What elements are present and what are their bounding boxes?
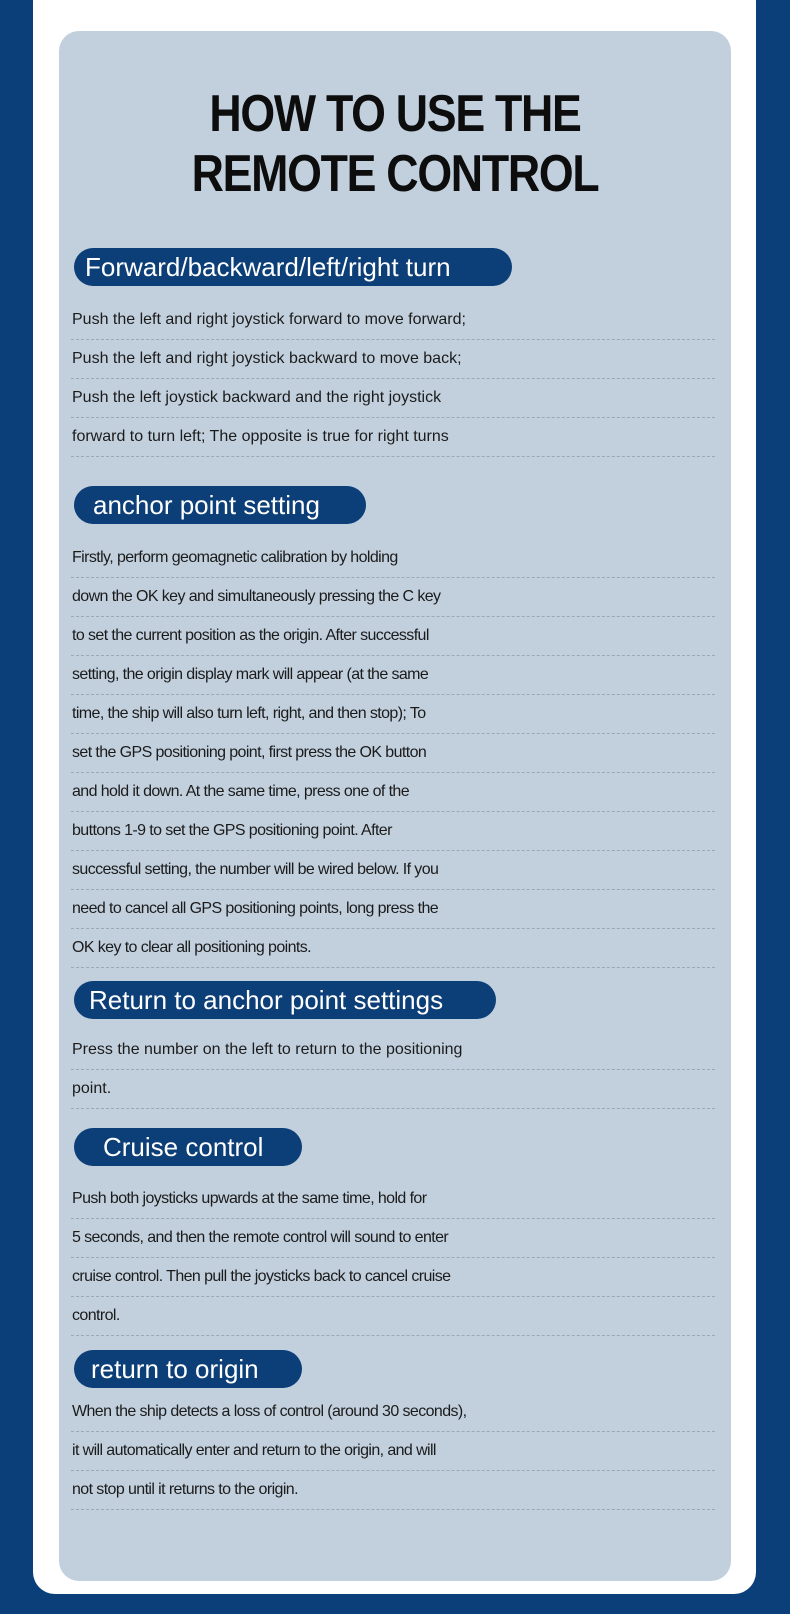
- text-line: forward to turn left; The opposite is true for right turns: [71, 418, 715, 457]
- section-body-movement: [71, 301, 715, 457]
- text-line: OK key to clear all positioning points.: [71, 929, 715, 968]
- page-title-line-2: REMOTE CONTROL: [191, 145, 599, 203]
- text-line: cruise control. Then pull the joysticks back to cancel cruise: [71, 1258, 715, 1297]
- text-line: not stop until it returns to the origin.: [71, 1471, 715, 1510]
- section-heading-return-anchor: Return to anchor point settings: [74, 981, 496, 1019]
- section-body-return-origin: [71, 1393, 715, 1510]
- section-heading-return-origin: return to origin: [74, 1350, 302, 1388]
- page-title-line-1: HOW TO USE THE: [209, 85, 581, 143]
- text-line: down the OK key and simultaneously pressing the C key: [71, 578, 715, 617]
- text-line: Push the left and right joystick backward to move back;: [71, 340, 715, 379]
- section-heading-anchor-point: anchor point setting: [74, 486, 366, 524]
- text-line: buttons 1-9 to set the GPS positioning point. After: [71, 812, 715, 851]
- text-line: Press the number on the left to return to the positioning: [71, 1031, 715, 1070]
- section-body-cruise-control: [71, 1180, 715, 1336]
- text-line: control.: [71, 1297, 715, 1336]
- text-line: and hold it down. At the same time, press one of the: [71, 773, 715, 812]
- text-line: to set the current position as the origin. After successful: [71, 617, 715, 656]
- text-line: set the GPS positioning point, first press the OK button: [71, 734, 715, 773]
- text-line: Push the left and right joystick forward to move forward;: [71, 301, 715, 340]
- text-line: point.: [71, 1070, 715, 1109]
- text-line: Push the left joystick backward and the right joystick: [71, 379, 715, 418]
- text-line: Push both joysticks upwards at the same time, hold for: [71, 1180, 715, 1219]
- text-line: Firstly, perform geomagnetic calibration by holding: [71, 539, 715, 578]
- section-heading-movement: Forward/backward/left/right turn: [74, 248, 512, 286]
- text-line: setting, the origin display mark will appear (at the same: [71, 656, 715, 695]
- section-body-anchor-point: [71, 539, 715, 968]
- text-line: When the ship detects a loss of control (around 30 seconds),: [71, 1393, 715, 1432]
- text-line: it will automatically enter and return to the origin, and will: [71, 1432, 715, 1471]
- section-heading-cruise-control: Cruise control: [74, 1128, 302, 1166]
- section-body-return-anchor: [71, 1031, 715, 1109]
- page-title: [55, 84, 734, 204]
- text-line: 5 seconds, and then the remote control will sound to enter: [71, 1219, 715, 1258]
- text-line: successful setting, the number will be wired below. If you: [71, 851, 715, 890]
- text-line: need to cancel all GPS positioning points, long press the: [71, 890, 715, 929]
- text-line: time, the ship will also turn left, right, and then stop); To: [71, 695, 715, 734]
